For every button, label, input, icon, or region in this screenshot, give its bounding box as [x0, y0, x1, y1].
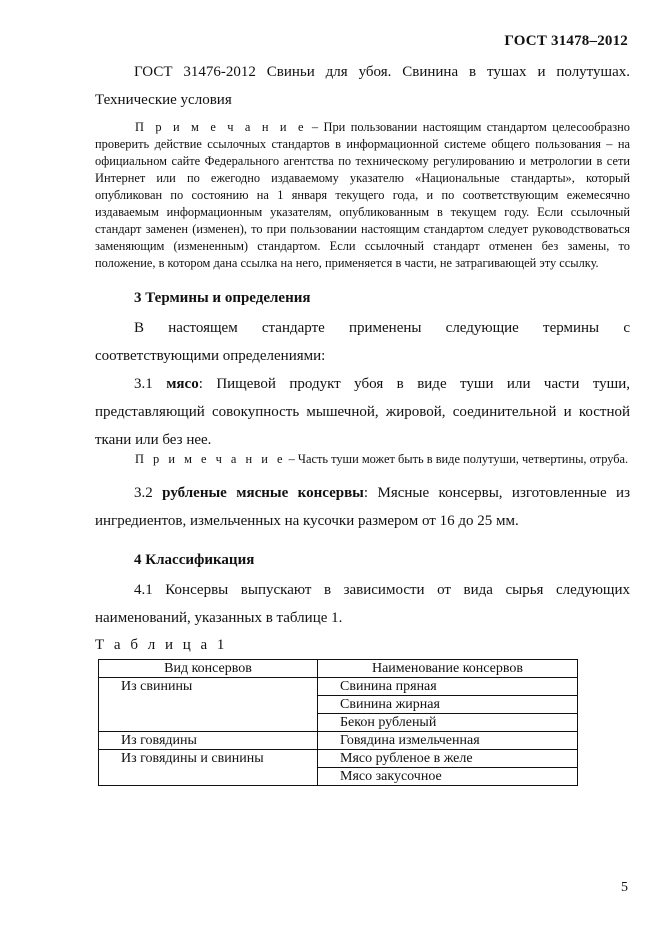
table-cell: Мясо закусочное	[318, 768, 578, 786]
term-number: 3.1	[134, 376, 167, 392]
table-cell: Бекон рубленый	[318, 714, 578, 732]
section-heading-terms: 3 Термины и определения	[134, 290, 311, 306]
term-definition: : Мясные консервы, изготовленные из ингредиентов, измельченных на кусочки размером от 16 до 25 мм.	[95, 485, 631, 529]
table-cell: Говядина измельченная	[318, 732, 578, 750]
table-cell: Из говядины	[99, 732, 318, 750]
term-number: 3.2	[134, 485, 163, 501]
table-1	[98, 659, 578, 786]
table-row	[99, 732, 578, 750]
term-name: рубленые мясные консервы	[162, 485, 364, 501]
table-header-row	[99, 660, 578, 678]
term-definition-3-1	[95, 370, 630, 454]
document-header: ГОСТ 31478–2012	[504, 33, 628, 49]
term-definition: : Пищевой продукт убоя в виде туши или части туши, представляющий совокупность мышечной, жировой, соединительной и костной ткани или без нее.	[95, 376, 630, 448]
note-label: П р и м е ч а н и е	[135, 120, 307, 134]
note-references	[95, 119, 630, 272]
table-cell: Свинина жирная	[318, 696, 578, 714]
paragraph-4-1: 4.1 Консервы выпускают в зависимости от вида сырья следующих наименований, указанных в таблице 1.	[95, 582, 630, 626]
table-cell: Из говядины и свинины	[99, 750, 318, 786]
term-definition-3-2	[95, 479, 630, 535]
table-caption: Т а б л и ц а 1	[95, 637, 228, 653]
table-row	[99, 750, 578, 768]
term-name: мясо	[166, 376, 199, 392]
note-text: – При пользовании настоящим стандартом целесообразно проверить действие ссылочных стандартов в информационной системе общего пользования – на официальном сайте Федерального агентства по техническому регулированию и метрологии в сети Интернет или по ежегодно издаваемому указателю «Национальные стандарты», который опубликован по состоянию на 1 января текущего года, и по соответствующим ежемесячно издаваемым информационным указателям, опубликованным в текущем году. Если ссылочный стандарт заменен (изменен), то при пользовании настоящим стандартом следует руководствоваться заменяющим (измененным) стандартом. Если ссылочный стандарт отменен без замены, то положение, в котором дана ссылка на него, применяется в части, не затрагивающей эту ссылку.	[95, 120, 630, 270]
table-header-cell: Вид консервов	[99, 660, 318, 678]
table-cell: Из свинины	[99, 678, 318, 732]
note-text: – Часть туши может быть в виде полутуши, четвертины, отруба.	[285, 452, 629, 466]
section-heading-classification: 4 Классификация	[134, 552, 255, 568]
note-term	[95, 451, 630, 468]
table-header-cell: Наименование консервов	[318, 660, 578, 678]
table-cell: Свинина пряная	[318, 678, 578, 696]
table-row	[99, 678, 578, 696]
page-number: 5	[621, 880, 628, 895]
reference-item: ГОСТ 31476-2012 Свиньи для убоя. Свинина в тушах и полутушах. Технические условия	[95, 64, 630, 108]
note-label: П р и м е ч а н и е	[135, 452, 286, 466]
table-cell: Мясо рубленое в желе	[318, 750, 578, 768]
section-intro: В настоящем стандарте применены следующие термины с соответствующими определениями:	[95, 320, 630, 364]
